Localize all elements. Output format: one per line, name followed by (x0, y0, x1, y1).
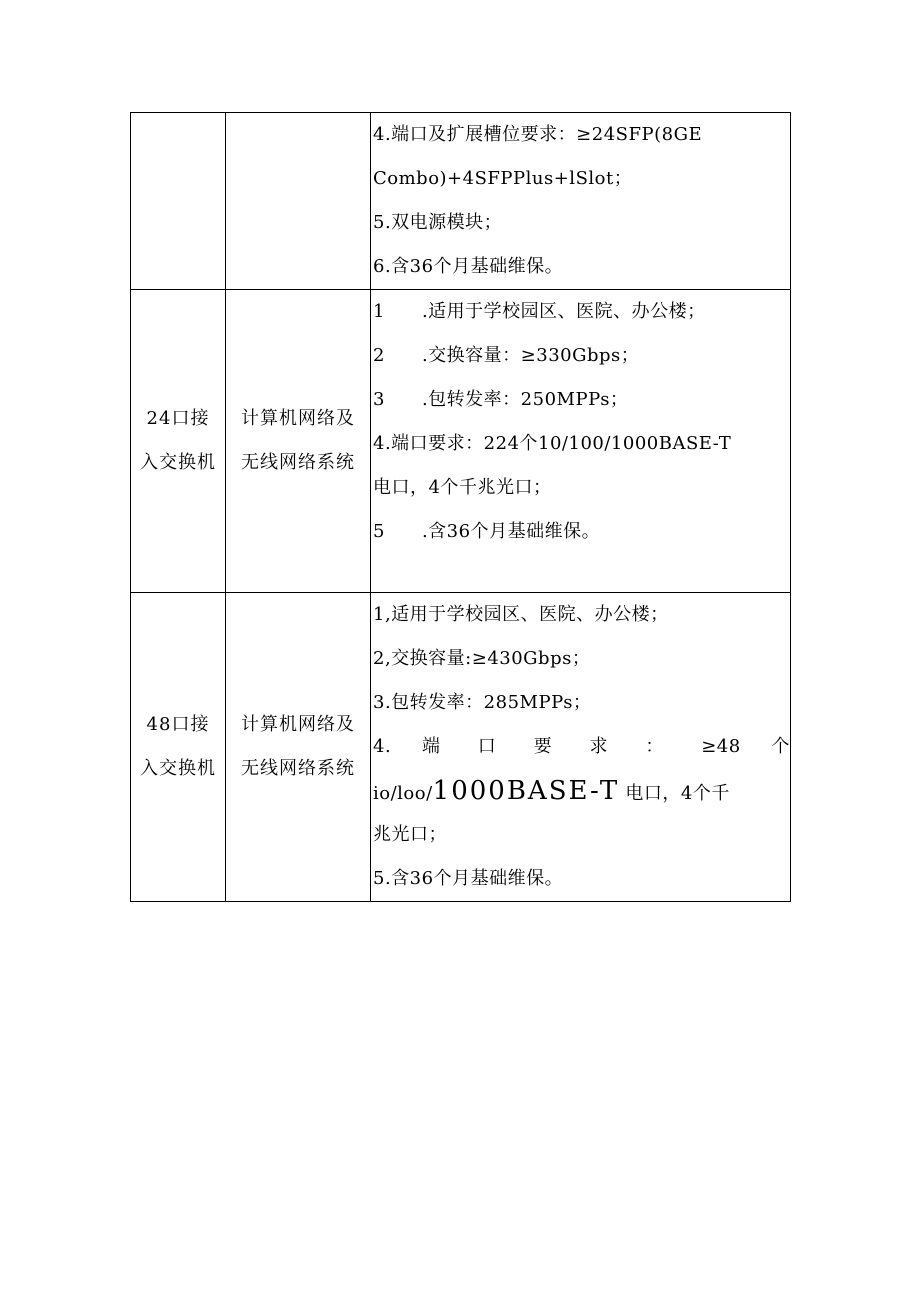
spec-line: 4.端口及扩展槽位要求：≥24SFP(8GE (373, 124, 703, 145)
item-name-cell (131, 113, 226, 290)
item-category-line: 无线网络系统 (241, 758, 355, 779)
spec-line: 1,适用于学校园区、医院、办公楼； (373, 604, 669, 625)
spec-fragment: io/loo/ (373, 783, 433, 804)
item-spec-cell (371, 290, 791, 593)
item-category-line: 计算机网络及 (241, 408, 355, 429)
item-category-cell (226, 290, 371, 593)
spec-line: 4. 端 口 要 求 ： ≥48 个 (373, 736, 790, 757)
item-spec-cell (371, 113, 791, 290)
spec-line: 电口，4个千兆光口； (373, 477, 552, 498)
item-category-cell (226, 593, 371, 902)
spec-line: 3 .包转发率：250MPPs； (373, 389, 629, 410)
spec-line: 2,交换容量:≥430Gbps； (373, 648, 591, 669)
item-category-line: 计算机网络及 (241, 714, 355, 735)
item-name-cell (131, 593, 226, 902)
item-name-line: 48口接 (146, 714, 210, 735)
table-row (131, 593, 791, 902)
spec-line: 1 .适用于学校园区、医院、办公楼； (373, 301, 706, 322)
spec-line: 3.包转发率：285MPPs； (373, 692, 592, 713)
spec-line: 兆光口； (373, 824, 447, 845)
spec-table (130, 112, 791, 902)
table-row (131, 290, 791, 593)
spec-line: Combo)+4SFPPlus+lSlot； (373, 168, 633, 189)
item-category-line: 无线网络系统 (241, 452, 355, 473)
item-name-cell (131, 290, 226, 593)
spec-fragment: 电口，4个千 (625, 783, 730, 804)
spec-line: 4.端口要求：224个10/100/1000BASE-T (373, 433, 732, 454)
spec-line: 5.含36个月基础维保。 (373, 868, 564, 889)
item-spec-cell (371, 593, 791, 902)
item-name-line: 入交换机 (140, 452, 216, 473)
item-name-line: 入交换机 (140, 758, 216, 779)
spec-line: 2 .交换容量：≥330Gbps； (373, 345, 640, 366)
spec-fragment-large: 1000BASE-T (432, 776, 620, 806)
table-row (131, 113, 791, 290)
spec-line-mixed (373, 769, 790, 813)
spec-line: 5.双电源模块； (373, 212, 503, 233)
item-category-cell (226, 113, 371, 290)
spec-line: 6.含36个月基础维保。 (373, 256, 564, 277)
spec-line: 5 .含36个月基础维保。 (373, 521, 601, 542)
item-name-line: 24口接 (146, 408, 210, 429)
